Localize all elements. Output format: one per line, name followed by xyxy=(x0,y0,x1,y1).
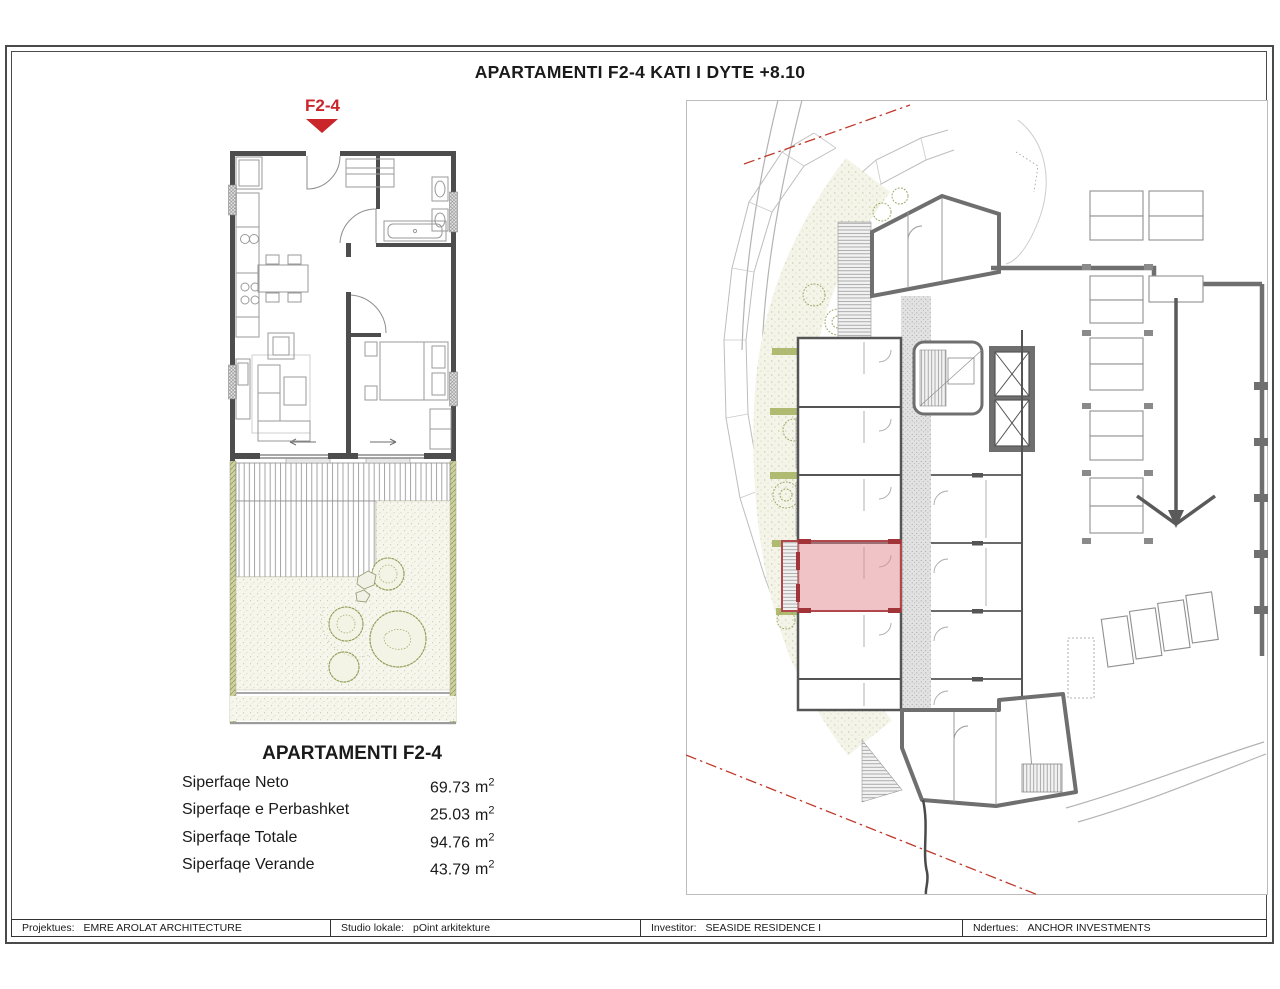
apartment-floor-plan xyxy=(228,137,458,729)
title-block xyxy=(11,919,1267,937)
area-value: 69.73 $m^2$ xyxy=(430,777,495,797)
area-value: 43.79 $m^2$ xyxy=(430,858,495,879)
unit-stack xyxy=(798,338,901,710)
titleblock-value: ANCHOR INVESTMENTS xyxy=(1027,922,1151,934)
unit-marker-triangle-icon xyxy=(306,119,338,133)
titleblock-label: Studio lokale: xyxy=(341,922,405,934)
titleblock-label: Ndertues: xyxy=(973,922,1019,934)
verande-terrace xyxy=(230,458,456,724)
area-label: Siperfaqe Verande xyxy=(182,855,315,873)
titleblock-value: EMRE AROLAT ARCHITECTURE xyxy=(83,922,242,934)
apartment-walls xyxy=(230,151,456,461)
entry-closet xyxy=(346,159,394,187)
area-row-verande xyxy=(182,854,522,881)
page-title: APARTAMENTI F2-4 KATI I DYTE +8.10 xyxy=(474,62,806,82)
titleblock-studio xyxy=(331,920,641,936)
area-label: Siperfaqe Neto xyxy=(182,774,289,791)
area-row-neto xyxy=(182,772,522,799)
bedroom xyxy=(365,342,451,449)
highlighted-unit-f2-4 xyxy=(782,539,901,613)
site-key-plan xyxy=(686,100,1268,895)
area-row-totale xyxy=(182,827,522,854)
titleblock-projektues xyxy=(12,920,331,936)
area-row-perbashket xyxy=(182,799,522,826)
window-icon xyxy=(229,185,458,406)
kitchen xyxy=(236,157,262,337)
area-label: Siperfaqe e Perbashket xyxy=(182,801,350,819)
area-value: 94.76 $m^2$ xyxy=(430,831,495,851)
titleblock-label: Investitor: xyxy=(651,922,697,934)
titleblock-investitor xyxy=(641,920,963,936)
living-room xyxy=(236,255,310,441)
titleblock-value: SEASIDE RESIDENCE I xyxy=(705,922,822,934)
apartment-subtitle: APARTAMENTI F2-4 xyxy=(262,743,442,764)
titleblock-value: pOint arkitekture xyxy=(413,922,491,934)
area-value: 25.03 $m^2$ xyxy=(430,804,495,824)
unit-label-f2-4: F2-4 xyxy=(305,96,340,115)
area-label: Siperfaqe Totale xyxy=(182,828,298,846)
building-lower-wing xyxy=(902,694,1076,806)
titleblock-label: Projektues: xyxy=(22,922,75,934)
titleblock-ndertues xyxy=(963,920,1266,936)
area-table xyxy=(182,772,522,881)
